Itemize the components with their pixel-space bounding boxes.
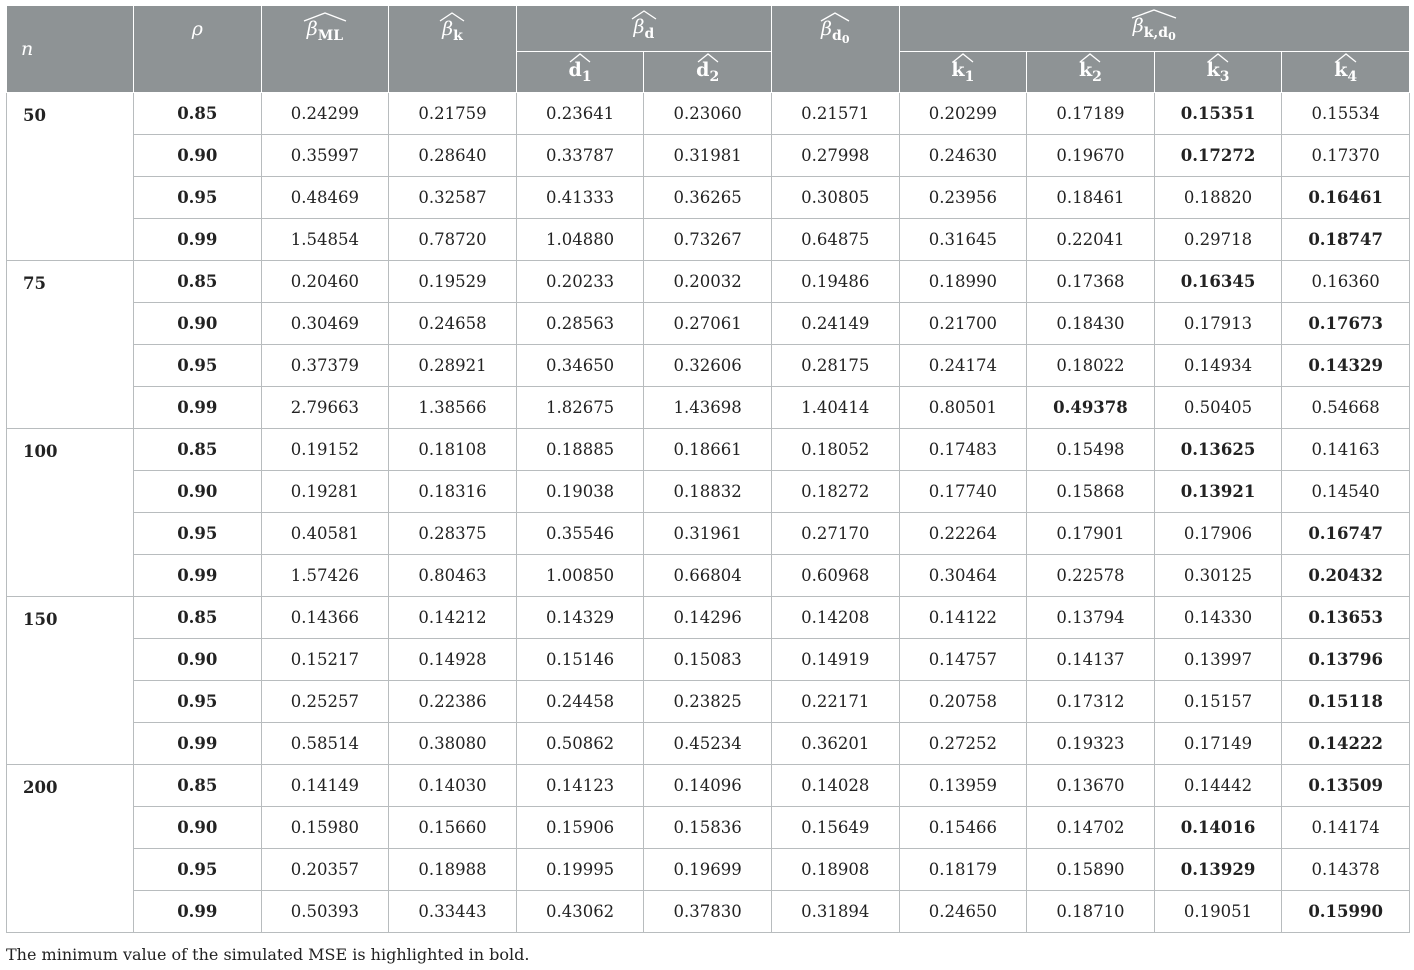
cell-value: 0.78720 [389, 219, 517, 261]
cell-value: 0.13653 [1282, 597, 1410, 639]
cell-n: 200 [7, 765, 134, 933]
cell-value: 0.19670 [1027, 135, 1155, 177]
cell-value: 0.14366 [261, 597, 389, 639]
cell-value: 0.15466 [899, 807, 1027, 849]
cell-value: 0.30464 [899, 555, 1027, 597]
cell-value: 0.30805 [771, 177, 899, 219]
cell-value: 0.34650 [516, 345, 644, 387]
cell-value: 0.66804 [644, 555, 772, 597]
table-row [7, 639, 1410, 681]
cell-value: 0.28921 [389, 345, 517, 387]
cell-value: 0.14329 [516, 597, 644, 639]
cell-value: 0.32606 [644, 345, 772, 387]
header-k2: $k_2$ [1027, 52, 1155, 93]
cell-value: 0.13794 [1027, 597, 1155, 639]
cell-value: 0.14757 [899, 639, 1027, 681]
cell-value: 0.18461 [1027, 177, 1155, 219]
cell-value: 0.15083 [644, 639, 772, 681]
cell-value: 0.23060 [644, 93, 772, 135]
cell-value: 1.82675 [516, 387, 644, 429]
cell-value: 0.18832 [644, 471, 772, 513]
cell-value: 0.15649 [771, 807, 899, 849]
cell-value: 0.43062 [516, 891, 644, 933]
header-beta-kd0 [899, 6, 1409, 52]
cell-value: 0.14028 [771, 765, 899, 807]
cell-value: 0.41333 [516, 177, 644, 219]
table-body [7, 93, 1410, 933]
cell-value: 0.21571 [771, 93, 899, 135]
cell-value: 1.04880 [516, 219, 644, 261]
cell-value: 1.43698 [644, 387, 772, 429]
cell-value: 0.24650 [899, 891, 1027, 933]
cell-value: 0.15498 [1027, 429, 1155, 471]
cell-value: 0.13929 [1154, 849, 1282, 891]
header-d2: $d_2$ [644, 52, 772, 93]
cell-value: 0.15906 [516, 807, 644, 849]
cell-value: 0.14540 [1282, 471, 1410, 513]
cell-value: 0.45234 [644, 723, 772, 765]
cell-value: 0.14174 [1282, 807, 1410, 849]
header-rho: ρ [134, 6, 262, 93]
cell-value: 0.14122 [899, 597, 1027, 639]
cell-value: 2.79663 [261, 387, 389, 429]
cell-value: 0.15351 [1154, 93, 1282, 135]
header-n: n [7, 6, 134, 93]
cell-value: 0.19995 [516, 849, 644, 891]
results-table-container [6, 5, 1409, 933]
mse-results-table [6, 5, 1410, 933]
cell-value: 0.17901 [1027, 513, 1155, 555]
cell-value: 0.25257 [261, 681, 389, 723]
table-row [7, 345, 1410, 387]
hat-beta-d: $\beta_d$ [633, 16, 654, 42]
cell-rho: 0.95 [134, 513, 262, 555]
header-k3: $k_3$ [1154, 52, 1282, 93]
cell-value: 0.15118 [1282, 681, 1410, 723]
cell-value: 0.19529 [389, 261, 517, 303]
cell-value: 0.22578 [1027, 555, 1155, 597]
cell-rho: 0.90 [134, 807, 262, 849]
table-footnote: The minimum value of the simulated MSE is highlighted in bold. [6, 945, 530, 964]
hat-beta-kd0: $\beta_{k,d_0}$ [1133, 15, 1176, 43]
header-beta-ml [261, 6, 389, 93]
cell-value: 0.19152 [261, 429, 389, 471]
cell-rho: 0.90 [134, 303, 262, 345]
cell-value: 0.15217 [261, 639, 389, 681]
cell-rho: 0.95 [134, 681, 262, 723]
table-row [7, 471, 1410, 513]
cell-value: 0.18108 [389, 429, 517, 471]
cell-rho: 0.85 [134, 93, 262, 135]
table-row [7, 135, 1410, 177]
cell-value: 0.14016 [1154, 807, 1282, 849]
cell-value: 0.13670 [1027, 765, 1155, 807]
cell-rho: 0.99 [134, 723, 262, 765]
header-d1: $d_1$ [516, 52, 644, 93]
hat-beta-d0: $\beta_{d_0}$ [821, 18, 849, 46]
cell-value: 0.33443 [389, 891, 517, 933]
table-row [7, 765, 1410, 807]
cell-value: 0.17673 [1282, 303, 1410, 345]
cell-rho: 0.99 [134, 891, 262, 933]
cell-value: 0.14702 [1027, 807, 1155, 849]
cell-value: 0.15868 [1027, 471, 1155, 513]
cell-value: 0.23825 [644, 681, 772, 723]
cell-value: 0.37830 [644, 891, 772, 933]
cell-value: 0.14163 [1282, 429, 1410, 471]
cell-value: 0.31961 [644, 513, 772, 555]
cell-value: 0.31645 [899, 219, 1027, 261]
cell-value: 0.14919 [771, 639, 899, 681]
cell-value: 0.20758 [899, 681, 1027, 723]
cell-value: 0.20233 [516, 261, 644, 303]
cell-rho: 0.90 [134, 471, 262, 513]
cell-value: 0.19281 [261, 471, 389, 513]
table-row [7, 555, 1410, 597]
cell-value: 0.15990 [1282, 891, 1410, 933]
cell-value: 0.20432 [1282, 555, 1410, 597]
cell-rho: 0.95 [134, 345, 262, 387]
cell-value: 0.17906 [1154, 513, 1282, 555]
cell-rho: 0.90 [134, 135, 262, 177]
cell-value: 0.30125 [1154, 555, 1282, 597]
table-row [7, 681, 1410, 723]
cell-value: 0.17483 [899, 429, 1027, 471]
cell-value: 0.23641 [516, 93, 644, 135]
cell-value: 0.37379 [261, 345, 389, 387]
cell-value: 0.38080 [389, 723, 517, 765]
cell-value: 0.16360 [1282, 261, 1410, 303]
header-beta-d0 [771, 6, 899, 93]
cell-value: 0.18272 [771, 471, 899, 513]
cell-rho: 0.85 [134, 597, 262, 639]
cell-value: 0.48469 [261, 177, 389, 219]
table-row [7, 429, 1410, 471]
cell-value: 0.16747 [1282, 513, 1410, 555]
cell-value: 0.13959 [899, 765, 1027, 807]
cell-value: 0.80463 [389, 555, 517, 597]
cell-value: 0.36265 [644, 177, 772, 219]
cell-value: 0.18990 [899, 261, 1027, 303]
cell-value: 0.14030 [389, 765, 517, 807]
cell-value: 0.15146 [516, 639, 644, 681]
cell-value: 0.17913 [1154, 303, 1282, 345]
cell-value: 1.00850 [516, 555, 644, 597]
cell-value: 0.17312 [1027, 681, 1155, 723]
cell-rho: 0.99 [134, 555, 262, 597]
cell-value: 0.18316 [389, 471, 517, 513]
cell-value: 0.14149 [261, 765, 389, 807]
cell-rho: 0.99 [134, 219, 262, 261]
cell-n: 75 [7, 261, 134, 429]
table-row [7, 597, 1410, 639]
cell-value: 0.27998 [771, 135, 899, 177]
cell-value: 0.24174 [899, 345, 1027, 387]
cell-value: 0.13509 [1282, 765, 1410, 807]
cell-value: 0.21759 [389, 93, 517, 135]
table-row [7, 303, 1410, 345]
cell-value: 0.14096 [644, 765, 772, 807]
cell-value: 0.18988 [389, 849, 517, 891]
cell-value: 0.18820 [1154, 177, 1282, 219]
cell-value: 0.20460 [261, 261, 389, 303]
table-row [7, 261, 1410, 303]
cell-value: 0.18747 [1282, 219, 1410, 261]
cell-value: 0.31894 [771, 891, 899, 933]
cell-value: 0.18908 [771, 849, 899, 891]
cell-value: 0.22171 [771, 681, 899, 723]
cell-value: 0.22386 [389, 681, 517, 723]
cell-value: 0.50862 [516, 723, 644, 765]
cell-value: 0.14329 [1282, 345, 1410, 387]
cell-value: 0.24658 [389, 303, 517, 345]
cell-value: 0.27252 [899, 723, 1027, 765]
cell-rho: 0.85 [134, 765, 262, 807]
cell-value: 0.14137 [1027, 639, 1155, 681]
cell-n: 50 [7, 93, 134, 261]
cell-value: 0.30469 [261, 303, 389, 345]
cell-value: 0.19051 [1154, 891, 1282, 933]
cell-value: 0.17149 [1154, 723, 1282, 765]
cell-value: 1.54854 [261, 219, 389, 261]
cell-value: 0.32587 [389, 177, 517, 219]
cell-value: 0.18022 [1027, 345, 1155, 387]
table-row [7, 513, 1410, 555]
cell-value: 0.20032 [644, 261, 772, 303]
cell-value: 0.14928 [389, 639, 517, 681]
cell-value: 0.73267 [644, 219, 772, 261]
cell-value: 0.80501 [899, 387, 1027, 429]
cell-value: 0.15157 [1154, 681, 1282, 723]
table-row [7, 93, 1410, 135]
header-k4: $k_4$ [1282, 52, 1410, 93]
cell-value: 0.24458 [516, 681, 644, 723]
table-row [7, 849, 1410, 891]
cell-value: 0.22041 [1027, 219, 1155, 261]
cell-value: 0.16345 [1154, 261, 1282, 303]
cell-value: 0.35997 [261, 135, 389, 177]
hat-beta-ml: $\beta_{ML}$ [307, 18, 343, 44]
cell-rho: 0.90 [134, 639, 262, 681]
cell-value: 0.15890 [1027, 849, 1155, 891]
hat-beta-k: $\beta_k$ [442, 18, 463, 44]
header-k1: $k_1$ [899, 52, 1027, 93]
cell-value: 0.13921 [1154, 471, 1282, 513]
cell-value: 0.19486 [771, 261, 899, 303]
cell-n: 100 [7, 429, 134, 597]
cell-value: 0.50405 [1154, 387, 1282, 429]
cell-value: 0.20357 [261, 849, 389, 891]
cell-value: 1.40414 [771, 387, 899, 429]
cell-value: 0.18710 [1027, 891, 1155, 933]
cell-value: 0.54668 [1282, 387, 1410, 429]
cell-value: 0.29718 [1154, 219, 1282, 261]
cell-value: 0.18430 [1027, 303, 1155, 345]
cell-value: 0.14123 [516, 765, 644, 807]
cell-value: 0.24630 [899, 135, 1027, 177]
cell-value: 0.13625 [1154, 429, 1282, 471]
table-row [7, 387, 1410, 429]
cell-value: 0.64875 [771, 219, 899, 261]
header-beta-k [389, 6, 517, 93]
cell-value: 0.15534 [1282, 93, 1410, 135]
cell-value: 0.18179 [899, 849, 1027, 891]
cell-value: 0.19323 [1027, 723, 1155, 765]
cell-rho: 0.85 [134, 429, 262, 471]
cell-value: 0.36201 [771, 723, 899, 765]
cell-value: 0.28175 [771, 345, 899, 387]
cell-value: 0.15660 [389, 807, 517, 849]
cell-value: 0.14330 [1154, 597, 1282, 639]
cell-n: 150 [7, 597, 134, 765]
cell-value: 0.27170 [771, 513, 899, 555]
cell-value: 1.57426 [261, 555, 389, 597]
table-row [7, 723, 1410, 765]
cell-value: 0.17189 [1027, 93, 1155, 135]
cell-value: 0.35546 [516, 513, 644, 555]
cell-value: 0.17368 [1027, 261, 1155, 303]
cell-value: 0.28375 [389, 513, 517, 555]
table-row [7, 177, 1410, 219]
cell-value: 0.28563 [516, 303, 644, 345]
cell-value: 0.24299 [261, 93, 389, 135]
cell-value: 0.17740 [899, 471, 1027, 513]
cell-value: 0.58514 [261, 723, 389, 765]
cell-rho: 0.95 [134, 177, 262, 219]
cell-value: 0.49378 [1027, 387, 1155, 429]
cell-value: 0.20299 [899, 93, 1027, 135]
cell-value: 0.18885 [516, 429, 644, 471]
cell-value: 0.23956 [899, 177, 1027, 219]
cell-value: 0.17370 [1282, 135, 1410, 177]
cell-value: 0.50393 [261, 891, 389, 933]
cell-value: 0.15836 [644, 807, 772, 849]
cell-value: 0.13796 [1282, 639, 1410, 681]
cell-value: 1.38566 [389, 387, 517, 429]
cell-value: 0.24149 [771, 303, 899, 345]
cell-value: 0.15980 [261, 807, 389, 849]
cell-value: 0.28640 [389, 135, 517, 177]
cell-value: 0.14378 [1282, 849, 1410, 891]
cell-value: 0.33787 [516, 135, 644, 177]
table-header [7, 6, 1410, 93]
table-row [7, 219, 1410, 261]
header-beta-d [516, 6, 771, 52]
cell-value: 0.14296 [644, 597, 772, 639]
cell-value: 0.14208 [771, 597, 899, 639]
cell-rho: 0.99 [134, 387, 262, 429]
cell-rho: 0.85 [134, 261, 262, 303]
cell-value: 0.21700 [899, 303, 1027, 345]
cell-value: 0.14934 [1154, 345, 1282, 387]
table-row [7, 807, 1410, 849]
table-row [7, 891, 1410, 933]
cell-value: 0.40581 [261, 513, 389, 555]
cell-value: 0.14442 [1154, 765, 1282, 807]
cell-value: 0.17272 [1154, 135, 1282, 177]
cell-value: 0.14212 [389, 597, 517, 639]
cell-value: 0.14222 [1282, 723, 1410, 765]
cell-value: 0.60968 [771, 555, 899, 597]
cell-rho: 0.95 [134, 849, 262, 891]
cell-value: 0.22264 [899, 513, 1027, 555]
cell-value: 0.18661 [644, 429, 772, 471]
cell-value: 0.19038 [516, 471, 644, 513]
cell-value: 0.18052 [771, 429, 899, 471]
cell-value: 0.16461 [1282, 177, 1410, 219]
cell-value: 0.19699 [644, 849, 772, 891]
cell-value: 0.31981 [644, 135, 772, 177]
cell-value: 0.13997 [1154, 639, 1282, 681]
cell-value: 0.27061 [644, 303, 772, 345]
